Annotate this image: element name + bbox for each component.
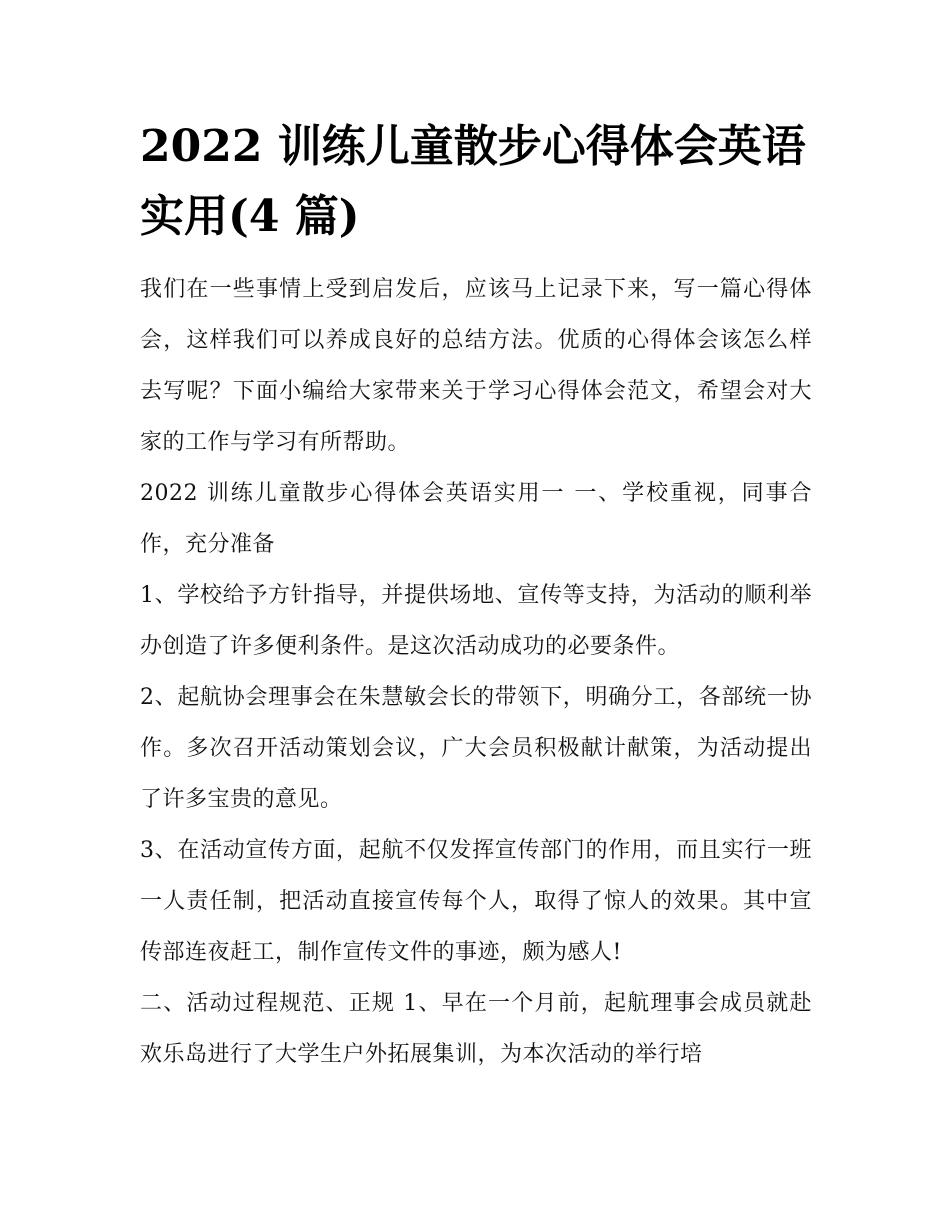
document-page	[140, 112, 812, 1080]
paragraph-section-two: 二、活动过程规范、正规 1、早在一个月前，起航理事会成员就赴欢乐岛进行了大学生户外拓展集训，为本次活动的举行培	[140, 991, 812, 1067]
paragraph-intro: 我们在一些事情上受到启发后，应该马上记录下来，写一篇心得体会，这样我们可以养成良好的总结方法。优质的心得体会该怎么样去写呢？下面小编给大家带来关于学习心得体会范文，希望会对大家的工作与学习有所帮助。	[140, 277, 812, 455]
document-body	[140, 264, 812, 1080]
paragraph-item-3: 3、在活动宣传方面，起航不仅发挥宣传部门的作用，而且实行一班一人责任制，把活动直接宣传每个人，取得了惊人的效果。其中宣传部连夜赶工，制作宣传文件的事迹，颇为感人!	[140, 838, 812, 965]
paragraph-item-2: 2、起航协会理事会在朱慧敏会长的带领下，明确分工，各部统一协作。多次召开活动策划会议，广大会员积极献计献策，为活动提出了许多宝贵的意见。	[140, 685, 812, 812]
document-title: 2022 训练儿童散步心得体会英语实用(4 篇)	[140, 121, 806, 242]
paragraph-section-heading: 2022 训练儿童散步心得体会英语实用一 一、学校重视，同事合作，充分准备	[140, 481, 812, 557]
paragraph-item-1: 1、学校给予方针指导，并提供场地、宣传等支持，为活动的顺利举办创造了许多便利条件。是这次活动成功的必要条件。	[140, 583, 812, 659]
